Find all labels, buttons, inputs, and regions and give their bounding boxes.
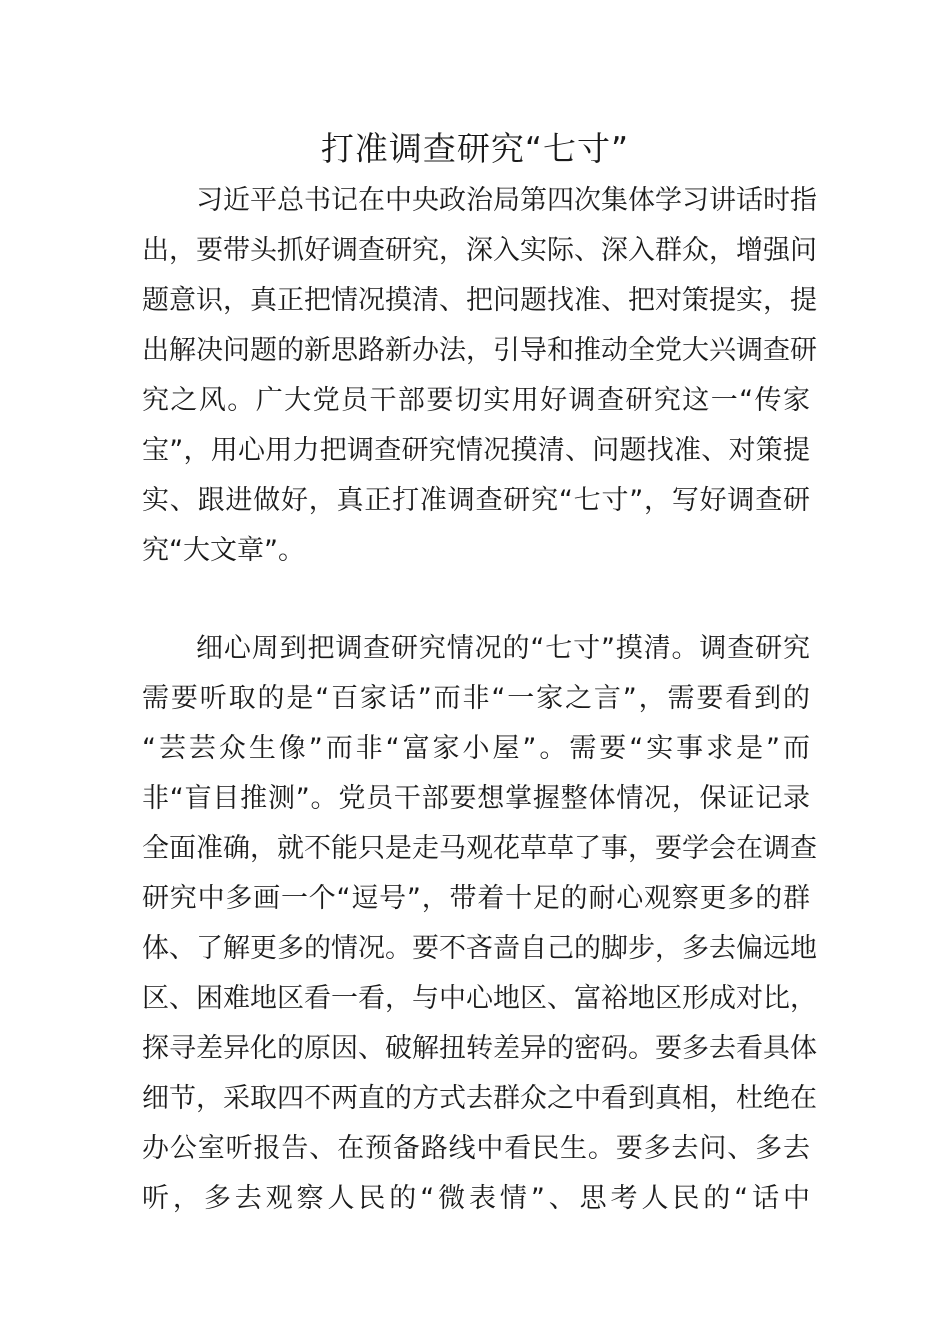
paragraph-1-line-2: 出，要带头抓好调查研究，深入实际、深入群众，增强问 [142,235,817,266]
page-title: 打准调查研究“七寸” [320,129,630,168]
paragraph-2-line-5: 全面准确，就不能只是走马观花草草了事，要学会在调查 [142,833,817,864]
paragraph-2-line-7: 体、了解更多的情况。要不吝啬自己的脚步，多去偏远地 [142,933,817,964]
paragraph-2-line-3: “芸芸众生像”而非“富家小屋”。需要“实事求是”而 [142,733,810,764]
paragraph-2-line-6: 研究中多画一个“逗号”，带着十足的耐心观察更多的群 [142,883,810,914]
paragraph-1-line-1: 习近平总书记在中央政治局第四次集体学习讲话时指 [196,185,817,216]
paragraph-1-line-3: 题意识，真正把情况摸清、把问题找准、把对策提实，提 [142,285,817,316]
paragraph-1-line-5: 究之风。广大党员干部要切实用好调查研究这一“传家 [142,385,810,416]
paragraph-1-line-6: 宝”，用心用力把调查研究情况摸清、问题找准、对策提 [142,435,810,466]
paragraph-2-line-2: 需要听取的是“百家话”而非“一家之言”，需要看到的 [142,683,810,714]
paragraph-2-line-9: 探寻差异化的原因、破解扭转差异的密码。要多去看具体 [142,1033,817,1064]
paragraph-2-line-4: 非“盲目推测”。党员干部要想掌握整体情况，保证记录 [142,783,810,814]
paragraph-2-line-8: 区、困难地区看一看，与中心地区、富裕地区形成对比， [142,983,817,1014]
paragraph-1-line-7: 实、跟进做好，真正打准调查研究“七寸”，写好调查研 [142,485,810,516]
paragraph-1-line-4: 出解决问题的新思路新办法，引导和推动全党大兴调查研 [142,335,817,366]
paragraph-2-line-12: 听，多去观察人民的“微表情”、思考人民的“话中 [142,1183,810,1214]
paragraph-2-line-1: 细心周到把调查研究情况的“七寸”摸清。调查研究 [196,633,810,664]
paragraph-2-line-10: 细节，采取四不两直的方式去群众之中看到真相，杜绝在 [142,1083,817,1114]
paragraph-1-line-8: 究“大文章”。 [142,535,305,566]
paragraph-2-line-11: 办公室听报告、在预备路线中看民生。要多去问、多去 [142,1133,810,1164]
